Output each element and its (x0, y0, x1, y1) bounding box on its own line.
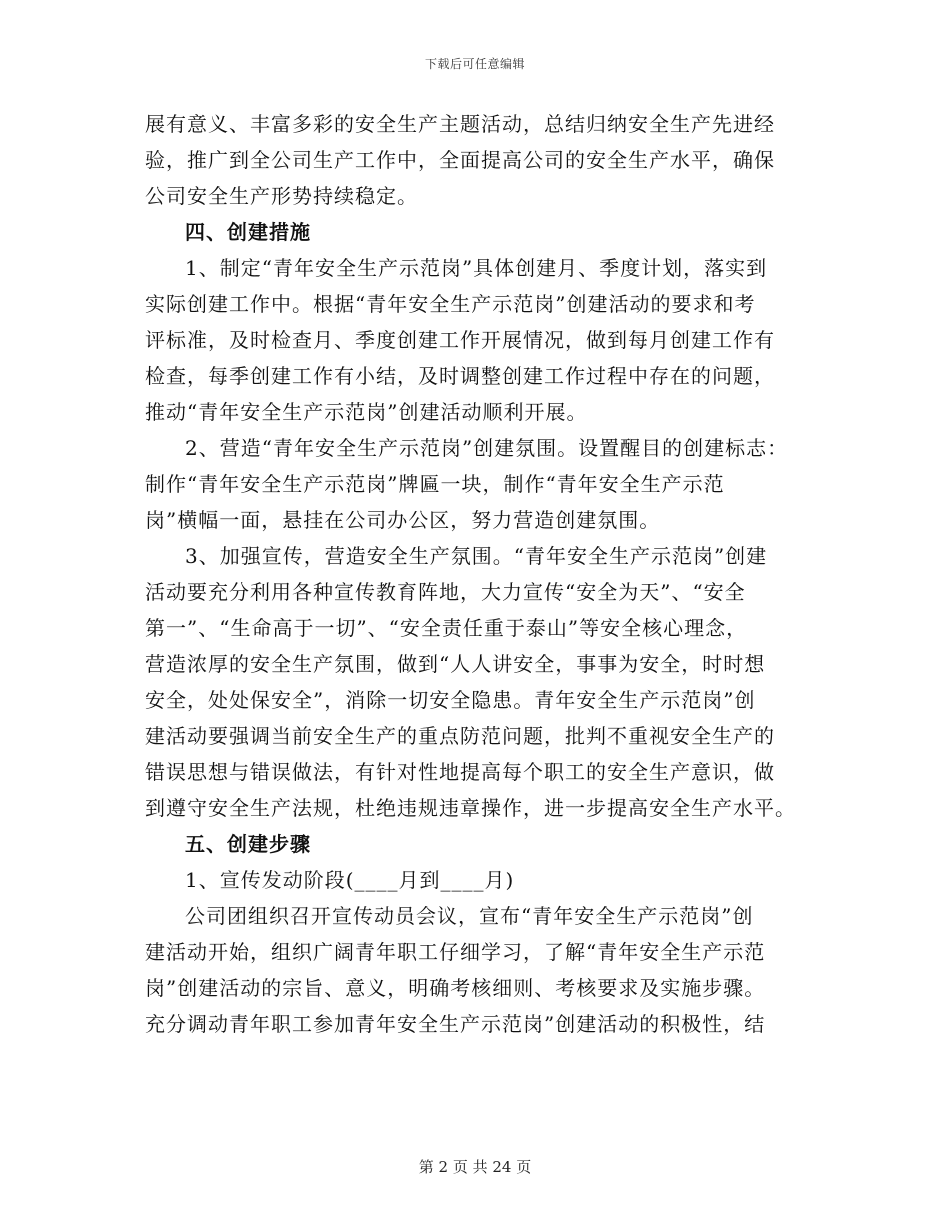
paragraph-line: 到遵守安全生产法规，杜绝违规违章操作，进一步提高安全生产水平。 (145, 796, 796, 820)
paragraph-line: 建活动要强调当前安全生产的重点防范问题，批判不重视安全生产的 (145, 724, 775, 748)
paragraph-line: 安全，处处保安全”，消除一切安全隐患。青年安全生产示范岗”创 (145, 688, 756, 712)
paragraph-line: 充分调动青年职工参加青年安全生产示范岗”创建活动的积极性，结 (145, 1012, 766, 1036)
paragraph-line: 推动“青年安全生产示范岗”创建活动顺利开展。 (145, 400, 588, 424)
paragraph-line: 第一”、“生命高于一切”、“安全责任重于泰山”等安全核心理念， (145, 616, 748, 640)
paragraph-line: 活动要充分利用各种宣传教育阵地，大力宣传“安全为天”、“安全 (145, 580, 746, 604)
paragraph-line: 验，推广到全公司生产工作中，全面提高公司的安全生产水平，确保 (145, 148, 775, 172)
paragraph-line: 错误思想与错误做法，有针对性地提高每个职工的安全生产意识，做 (145, 760, 775, 784)
section-heading-measures: 四、创建措施 (185, 220, 311, 244)
paragraph-line: 实际创建工作中。根据“青年安全生产示范岗”创建活动的要求和考 (145, 292, 756, 316)
paragraph-line: 2、营造“青年安全生产示范岗”创建氛围。设置醒目的创建标志： (185, 436, 789, 460)
paragraph-line: 展有意义、丰富多彩的安全生产主题活动，总结归纳安全生产先进经 (145, 112, 775, 136)
paragraph-line: 营造浓厚的安全生产氛围，做到“人人讲安全，事事为安全，时时想 (145, 652, 766, 676)
paragraph-line: 公司团组织召开宣传动员会议，宣布“青年安全生产示范岗”创 (185, 904, 754, 928)
paragraph-line: 岗”创建活动的宗旨、意义，明确考核细则、考核要求及实施步骤。 (145, 976, 766, 1000)
header-note: 下载后可任意编辑 (424, 57, 525, 71)
paragraph-line: 岗”横幅一面，悬挂在公司办公区，努力营造创建氛围。 (145, 508, 661, 532)
document-body (145, 106, 810, 1042)
section-heading-steps: 五、创建步骤 (185, 832, 311, 856)
paragraph-line: 3、加强宣传，营造安全生产氛围。“青年安全生产示范岗”创建 (185, 544, 768, 568)
paragraph-line: 公司安全生产形势持续稳定。 (145, 184, 418, 208)
page-number: 第 2 页 共 24 页 (418, 1158, 532, 1176)
paragraph-line: 建活动开始，组织广阔青年职工仔细学习，了解“青年安全生产示范 (145, 940, 766, 964)
paragraph-line: 评标准，及时检查月、季度创建工作开展情况，做到每月创建工作有 (145, 328, 775, 352)
paragraph-line: 检查，每季创建工作有小结，及时调整创建工作过程中存在的问题， (145, 364, 775, 388)
paragraph-line: 制作“青年安全生产示范岗”牌匾一块，制作“青年安全生产示范 (145, 472, 725, 496)
paragraph-line: 1、制定“青年安全生产示范岗”具体创建月、季度计划，落实到 (185, 256, 768, 280)
subsection-line: 1、宣传发动阶段(____月到____月) (185, 868, 515, 892)
